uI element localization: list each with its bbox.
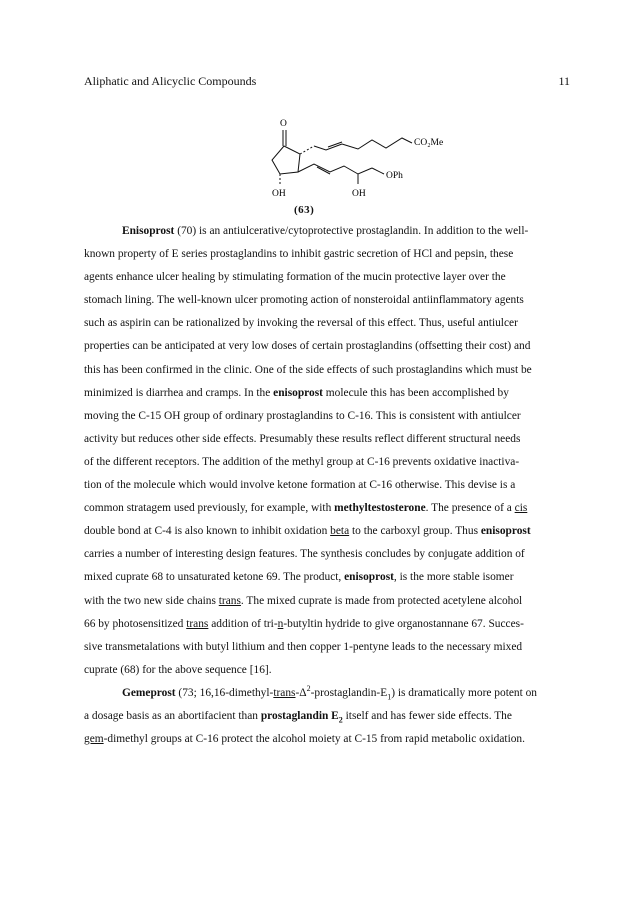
text-line: Gemeprost (73; $16,16-dimethyl-trans-\Delta^2-prostaglandin-E_1$) is dramatically more potent on [122, 684, 538, 702]
structure-oh-label: OH [352, 189, 366, 199]
text-line: activity but reduces other side effects. Presumably these results reflect different structural needs [84, 432, 521, 445]
text-line: this has been confirmed in the clinic. One of the side effects of such prostaglandins which must be [84, 363, 532, 376]
drug-name: Enisoprost [122, 225, 175, 237]
body-text [84, 220, 574, 751]
text-line: mixed cuprate 68 to unsaturated ketone 69. The product, enisoprost, is the more stable isomer [84, 571, 514, 584]
text-line: sive transmetalations with butyl lithium and then copper 1-pentyne leads to the necessary mixed [84, 640, 523, 653]
text-line: moving the C-15 OH group of ordinary prostaglandins to C-16. This is consistent with antiulcer [84, 409, 521, 422]
text-line: such as aspirin can be rationalized by invoking the reversal of this effect. Thus, useful antiulcer [84, 317, 518, 330]
text-line: carries a number of interesting design features. The synthesis concludes by conjugate addition of [84, 548, 525, 561]
prostaglandin-structure-63 [262, 116, 452, 200]
structure-oph-label: OPh [386, 171, 403, 181]
text-line: cuprate (68) for the above sequence [16]. [84, 663, 272, 676]
page-number: 11 [558, 74, 570, 88]
text-line: properties can be anticipated at very low doses of certain prostaglandins (offsetting their cost) and [84, 340, 531, 353]
structure-oh-label: OH [272, 189, 286, 199]
paragraph-gemeprost [84, 682, 574, 751]
structure-co2me-label: CO₂Me [414, 138, 444, 148]
text-line: common stratagem used previously, for example, with methyltestosterone. The presence of a cis [84, 502, 528, 515]
structure-o-label: O [280, 119, 287, 129]
text-line: 66 by photosensitized trans addition of tri-n-butyltin hydride to give organostannane 67. Succes- [84, 617, 524, 630]
running-head-title: Aliphatic and Alicyclic Compounds [84, 74, 257, 88]
text-line: of the different receptors. The addition of the methyl group at C-16 prevents oxidative inactiva- [84, 455, 520, 468]
text-line: stomach lining. The well-known ulcer promoting action of nonsteroidal antiinflammatory agents [84, 294, 524, 307]
text-line: Enisoprost (70) is an antiulcerative/cytoprotective prostaglandin. In addition to the well- [122, 225, 529, 237]
text-line: known property of E series prostaglandins to inhibit gastric secretion of HCl and pepsin, these [84, 248, 514, 261]
text-line: gem-dimethyl groups at C-16 protect the alcohol moiety at C-15 from rapid metabolic oxidation. [84, 733, 525, 746]
text-line: a dosage basis as an abortifacient than prostaglandin $E_2$ itself and has fewer side effects. The [84, 709, 512, 725]
text-line: tion of the molecule which would involve ketone formation at C-16 otherwise. This devise is a [84, 479, 516, 492]
drug-name: Gemeprost [122, 686, 176, 699]
paragraph-enisoprost [84, 220, 574, 682]
text-line: double bond at C-4 is also known to inhibit oxidation beta to the carboxyl group. Thus enisoprost [84, 525, 531, 538]
text-line: with the two new side chains trans. The mixed cuprate is made from protected acetylene alcohol [84, 594, 523, 607]
text-line: minimized is diarrhea and cramps. In the enisoprost molecule this has been accomplished by [84, 386, 509, 399]
text-line: agents enhance ulcer healing by stimulating formation of the mucin protective layer over the [84, 271, 506, 284]
compound-number-label: (63) [294, 204, 315, 216]
